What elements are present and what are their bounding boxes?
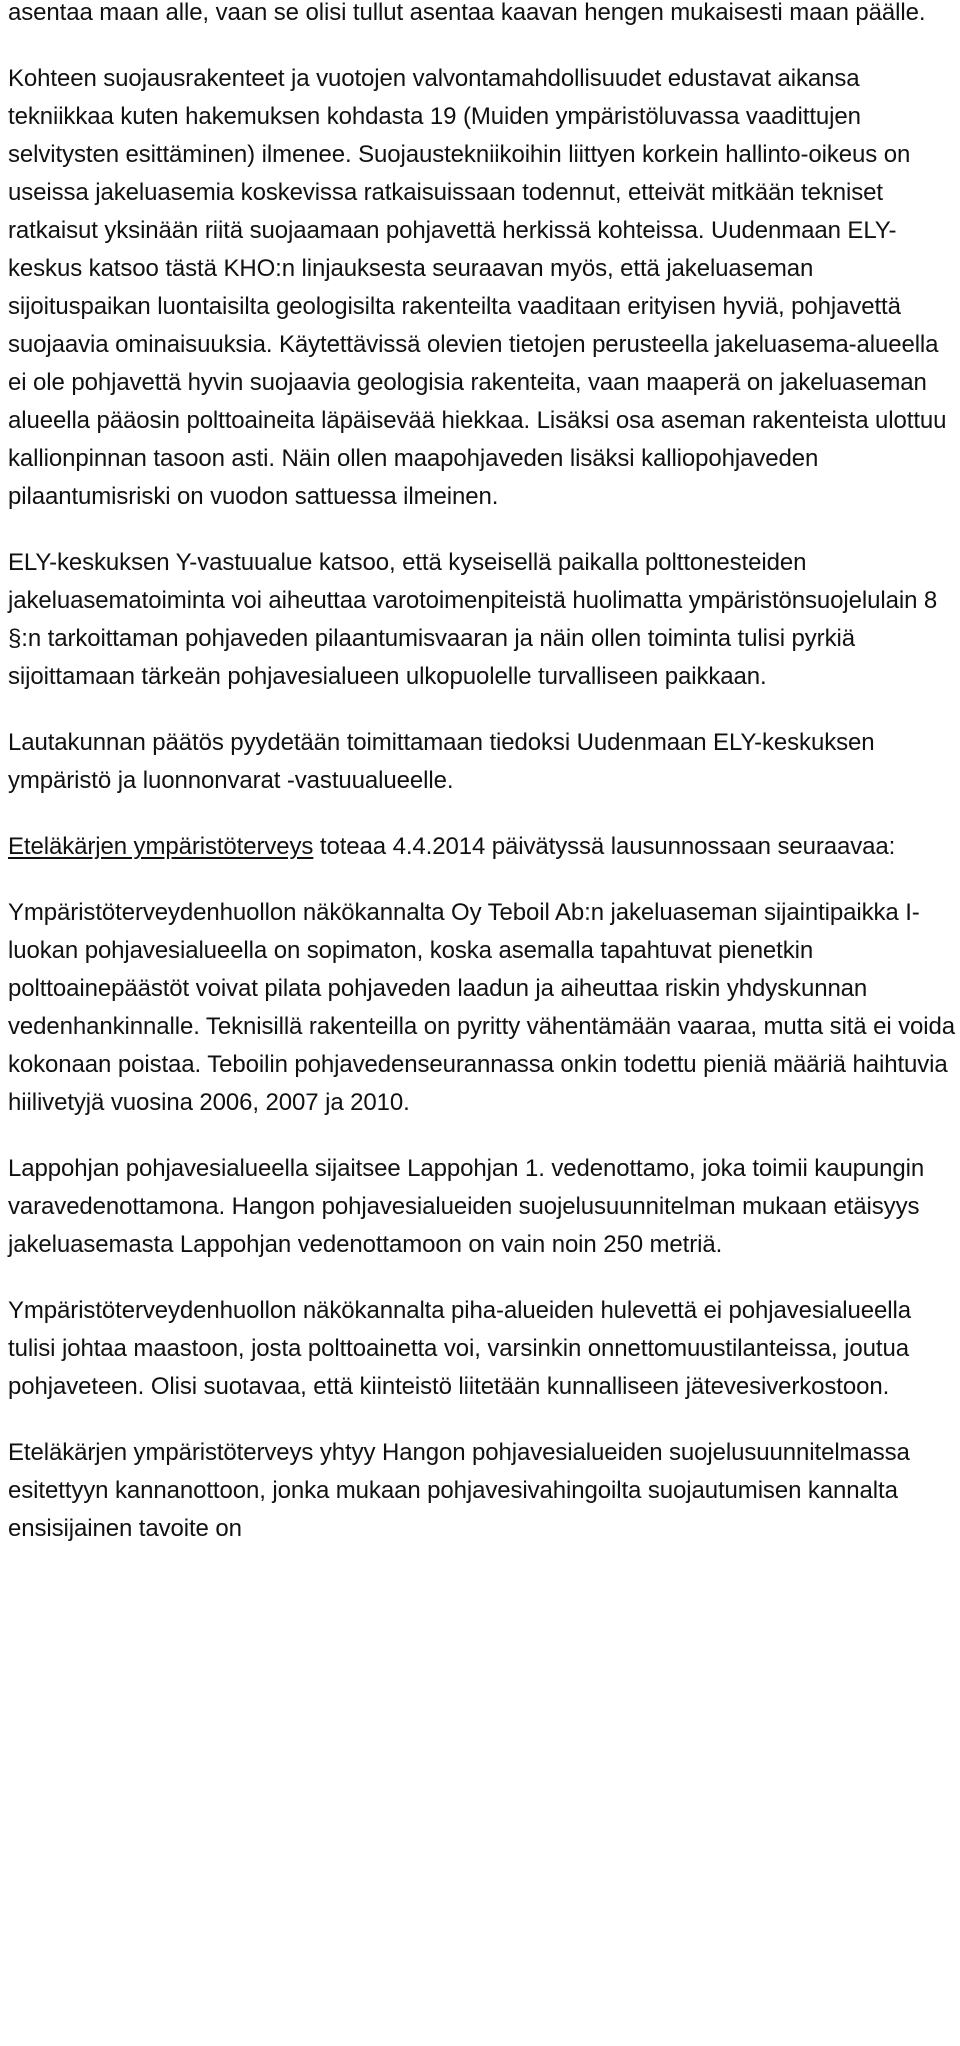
paragraph-9: Eteläkärjen ympäristöterveys yhtyy Hangon pohjavesialueiden suojelusuunnitelmassa esitettyyn kannanottoon, jonka mukaan pohjavesivahingoilta suojautumisen kannalta ensisijainen tavoite on	[8, 1439, 910, 1542]
paragraph-7: Lappohjan pohjavesialueella sijaitsee Lappohjan 1. vedenottamo, joka toimii kaupungin varavedenottamona. Hangon pohjavesialueiden suojelusuunnitelman mukaan etäisyys jakeluasemasta Lappohjan vedenottamoon on vain noin 250 metriä.	[8, 1155, 925, 1258]
paragraph-1: asentaa maan alle, vaan se olisi tullut asentaa kaavan hengen mukaisesti maan päälle.	[8, 0, 926, 26]
paragraph-4: Lautakunnan päätös pyydetään toimittamaan tiedoksi Uudenmaan ELY-keskuksen ympäristö ja luonnonvarat -vastuualueelle.	[8, 729, 875, 794]
underlined-subject: Eteläkärjen ympäristöterveys	[8, 833, 314, 860]
paragraph-2: Kohteen suojausrakenteet ja vuotojen valvontamahdollisuudet edustavat aikansa tekniikkaa kuten hakemuksen kohdasta 19 (Muiden ympäristöluvassa vaadittujen selvitysten esittäminen) ilmenee. Suojaustekniikoihin liittyen korkein hallinto-oikeus on useissa jakeluasemia koskevissa ratkaisuissaan todennut, etteivät mitkään tekniset ratkaisut yksinään riitä suojaamaan pohjavettä herkissä kohteissa. Uudenmaan ELY-keskus katsoo tästä KHO:n linjauksesta seuraavan myös, että jakeluaseman sijoituspaikan luontaisilta geologisilta rakenteilta vaaditaan erityisen hyviä, pohjavettä suojaavia ominaisuuksia. Käytettävissä olevien tietojen perusteella jakeluasema-alueella ei ole pohjavettä hyvin suojaavia geologisia rakenteita, vaan maaperä on jakeluaseman alueella pääosin polttoaineita läpäisevää hiekkaa. Lisäksi osa aseman rakenteista ulottuu kallionpinnan tasoon asti. Näin ollen maapohjaveden lisäksi kalliopohjaveden pilaantumisriski on vuodon sattuessa ilmeinen.	[8, 65, 947, 510]
document-page	[8, 0, 958, 1576]
paragraph-8: Ympäristöterveydenhuollon näkökannalta piha-alueiden hulevettä ei pohjavesialueella tulisi johtaa maastoon, josta polttoainetta voi, varsinkin onnettomuustilanteissa, joutua pohjaveteen. Olisi suotavaa, että kiinteistö liitetään kunnalliseen jätevesiverkostoon.	[8, 1297, 911, 1400]
paragraph-5	[8, 828, 958, 866]
paragraph-3: ELY-keskuksen Y-vastuualue katsoo, että kyseisellä paikalla polttonesteiden jakeluasematoiminta voi aiheuttaa varotoimenpiteistä huolimatta ympäristönsuojelulain 8 §:n tarkoittaman pohjaveden pilaantumisvaaran ja näin ollen toiminta tulisi pyrkiä sijoittamaan tärkeän pohjavesialueen ulkopuolelle turvalliseen paikkaan.	[8, 549, 938, 690]
paragraph-6: Ympäristöterveydenhuollon näkökannalta Oy Teboil Ab:n jakeluaseman sijaintipaikka I-luokan pohjavesialueella on sopimaton, koska asemalla tapahtuvat pienetkin polttoainepäästöt voivat pilata pohjaveden laadun ja aiheuttaa riskin yhdyskunnan vedenhankinnalle. Teknisillä rakenteilla on pyritty vähentämään vaaraa, mutta sitä ei voida kokonaan poistaa. Teboilin pohjavedenseurannassa onkin todettu pieniä määriä haihtuvia hiilivetyjä vuosina 2006, 2007 ja 2010.	[8, 899, 956, 1116]
paragraph-5-text: toteaa 4.4.2014 päivätyssä lausunnossaan seuraavaa:	[313, 833, 896, 860]
